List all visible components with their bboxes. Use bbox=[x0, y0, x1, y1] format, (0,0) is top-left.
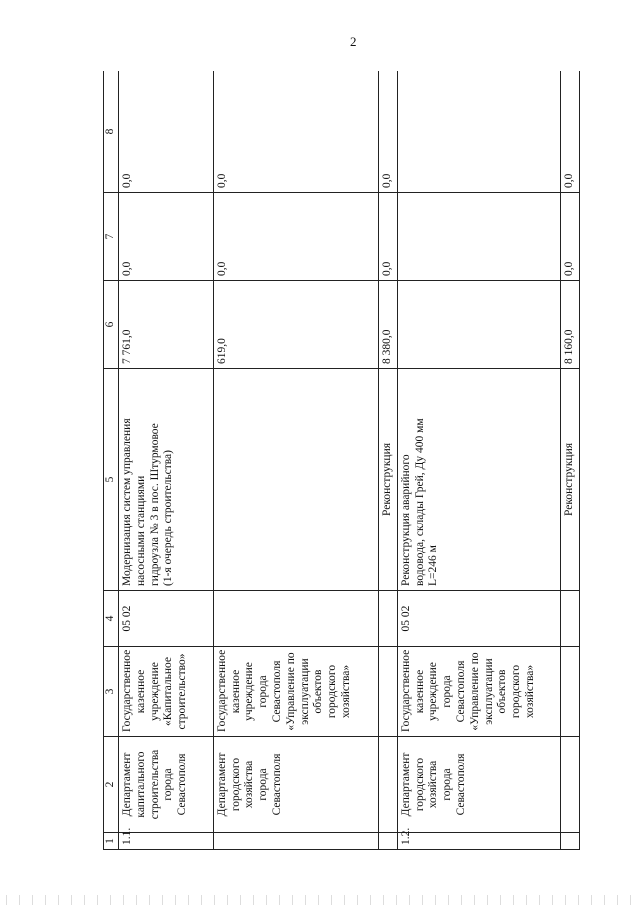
code-cell bbox=[213, 591, 378, 647]
organization-cell: Государственное казенное учреждение города Севастополя «Управление по эксплуатации объектов городского хозяйства» bbox=[213, 647, 378, 737]
row-number-cell bbox=[213, 833, 378, 850]
rotated-table-wrapper bbox=[103, 71, 580, 850]
amount-col6-cell: 8 160,0 bbox=[560, 281, 579, 369]
table-row bbox=[213, 71, 378, 850]
table-row bbox=[119, 71, 214, 850]
header-col-7: 7 bbox=[104, 193, 119, 281]
table-row bbox=[397, 71, 560, 850]
code-cell: 05 02 bbox=[119, 591, 214, 647]
amount-col8-cell: 0,0 bbox=[378, 71, 397, 193]
subtotal-row bbox=[378, 71, 397, 850]
amount-col7-cell: 0,0 bbox=[213, 193, 378, 281]
row-number-cell bbox=[560, 833, 579, 850]
organization-cell: Государственное казенное учреждение города Севастополя «Управление по эксплуатации объектов городского хозяйства» bbox=[397, 647, 560, 737]
amount-col7-cell: 0,0 bbox=[560, 193, 579, 281]
header-col-6: 6 bbox=[104, 281, 119, 369]
amount-col8-cell: 0,0 bbox=[119, 71, 214, 193]
code-cell bbox=[560, 591, 579, 647]
code-cell bbox=[378, 591, 397, 647]
row-number-cell: 1.2. bbox=[397, 833, 560, 850]
subtotal-row bbox=[560, 71, 579, 850]
department-cell: Департамент городского хозяйства города Севастополя bbox=[397, 737, 560, 833]
header-col-8: 8 bbox=[104, 71, 119, 193]
department-cell bbox=[560, 737, 579, 833]
amount-col6-cell: 619,0 bbox=[213, 281, 378, 369]
amount-col6-cell: 7 761,0 bbox=[119, 281, 214, 369]
scan-noise-strip bbox=[0, 895, 633, 905]
object-cell bbox=[213, 369, 378, 591]
amount-col8-cell: 0,0 bbox=[560, 71, 579, 193]
header-col-2: 2 bbox=[104, 737, 119, 833]
amount-col7-cell bbox=[397, 193, 560, 281]
amount-col6-cell bbox=[397, 281, 560, 369]
row-number-cell bbox=[378, 833, 397, 850]
organization-cell bbox=[560, 647, 579, 737]
organization-cell bbox=[378, 647, 397, 737]
amount-col6-cell: 8 380,0 bbox=[378, 281, 397, 369]
amount-col8-cell bbox=[397, 71, 560, 193]
amount-col8-cell: 0,0 bbox=[213, 71, 378, 193]
header-col-3: 3 bbox=[104, 647, 119, 737]
page-number: 2 bbox=[350, 34, 357, 49]
amount-col7-cell: 0,0 bbox=[119, 193, 214, 281]
object-cell: Реконструкция bbox=[560, 369, 579, 591]
document-table-area bbox=[103, 71, 580, 850]
header-col-5: 5 bbox=[104, 369, 119, 591]
organization-cell: Государственное казенное учреждение «Капитальное строительство» bbox=[119, 647, 214, 737]
amount-col7-cell: 0,0 bbox=[378, 193, 397, 281]
row-number-cell: 1.1. bbox=[119, 833, 214, 850]
code-cell: 05 02 bbox=[397, 591, 560, 647]
department-cell: Департамент городского хозяйства города Севастополя bbox=[213, 737, 378, 833]
object-cell: Модернизация систем управления насосными станциями гидроузла № 3 в пос. Штурмовое (1-я очередь строительства) bbox=[119, 369, 214, 591]
header-row bbox=[104, 71, 119, 850]
header-col-1: 1 bbox=[104, 833, 119, 850]
department-cell bbox=[378, 737, 397, 833]
object-cell: Реконструкция bbox=[378, 369, 397, 591]
budget-table bbox=[103, 71, 580, 850]
header-col-4: 4 bbox=[104, 591, 119, 647]
object-cell: Реконструкция аварийного водовода, склады Грей, Ду 400 мм L=246 м bbox=[397, 369, 560, 591]
department-cell: Департамент капитального строительства города Севастополя bbox=[119, 737, 214, 833]
